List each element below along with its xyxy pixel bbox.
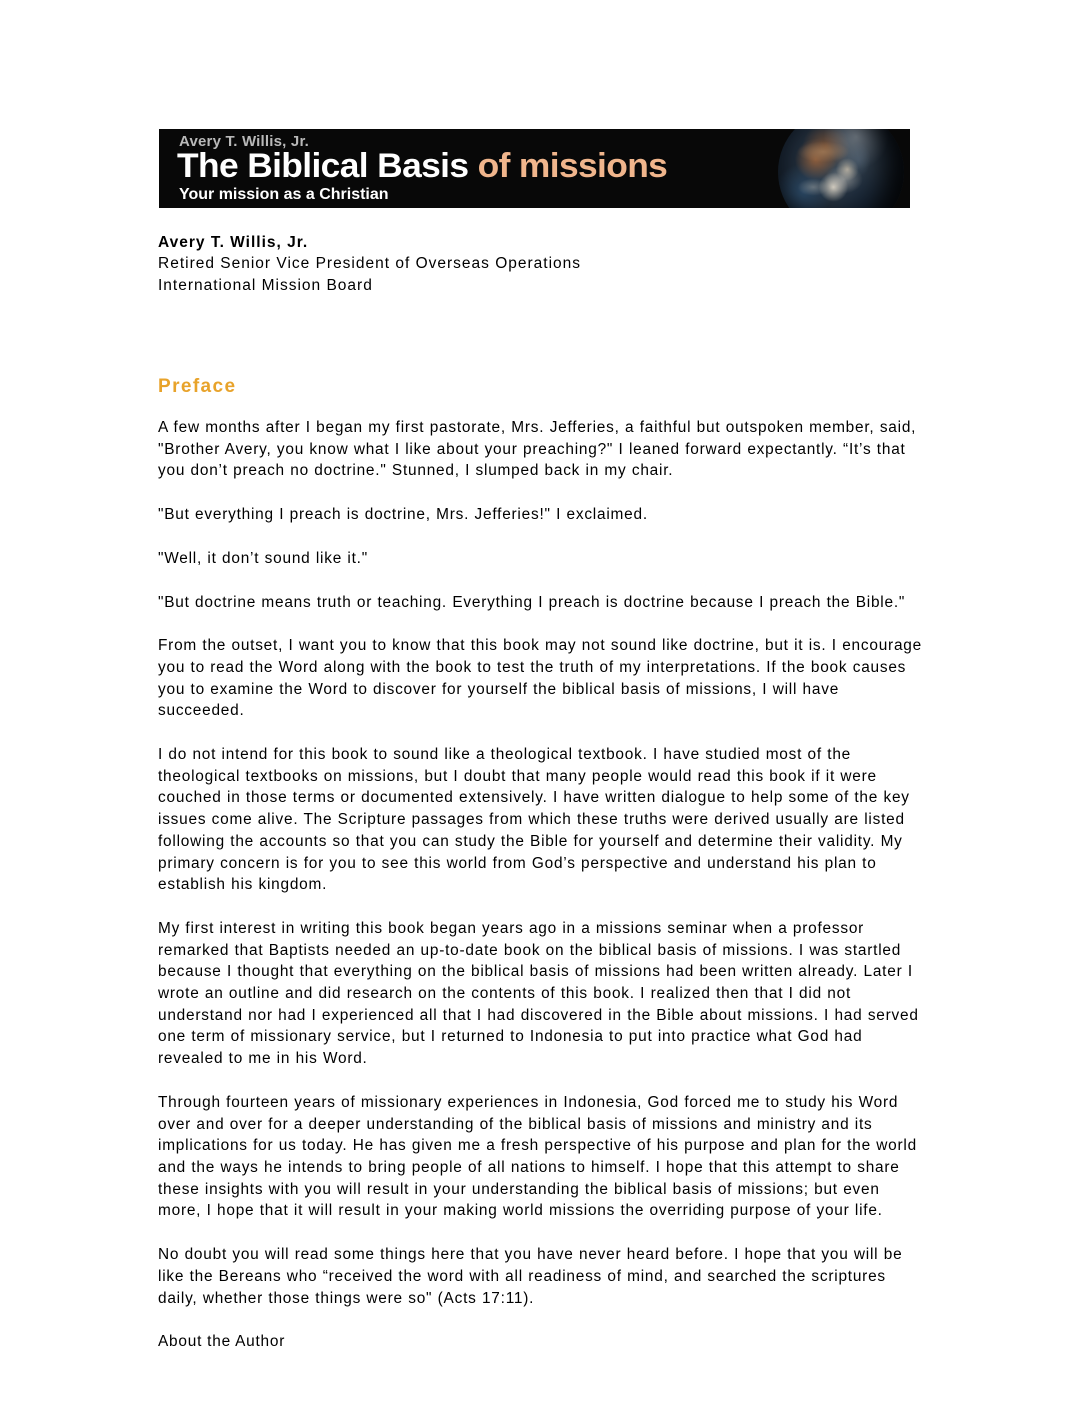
banner-title <box>177 149 667 183</box>
banner-title-white: The Biblical Basis <box>177 147 478 185</box>
banner-title-orange: of missions <box>477 147 668 185</box>
paragraph: No doubt you will read some things here that you have never heard before. I hope that you will be like the Bereans who “received the word with all readiness of mind, and searched the scriptures daily, whether those things were so" (Acts 17:11). <box>158 1246 903 1307</box>
author-organization: International Mission Board <box>158 276 373 294</box>
page-title: Preface <box>158 376 237 397</box>
paragraph: A few months after I began my first pastorate, Mrs. Jefferies, a faithful but outspoken member, said, "Brother Avery, you know what I like about your preaching?" I leaned forward expectantly. “It’s that you don’t preach no doctrine." Stunned, I slumped back in my chair. <box>158 419 917 480</box>
paragraph: From the outset, I want you to know that this book may not sound like doctrine, but it is. I encourage you to read the Word along with the book to test the truth of my interpretations. If the book causes you to examine the Word to discover for yourself the biblical basis of missions, I will have succeeded. <box>158 637 922 720</box>
paragraph: My first interest in writing this book began years ago in a missions seminar when a professor remarked that Baptists needed an up-to-date book on the biblical basis of missions. I was startled because I thought that everything on the biblical basis of missions had been written already. Later I wrote an outline and did research on the contents of this book. I realized then that I did not understand nor had I experienced all that I had discovered in the Bible about missions. I had served one term of missionary service, but I returned to Indonesia to put into practice what God had revealed to me in his Word. <box>158 919 919 1068</box>
paragraph: I do not intend for this book to sound like a theological textbook. I have studied most of the theological textbooks on missions, but I doubt that many people would read this book if it were couched in those terms or documented extensively. I have written dialogue to help some of the key issues come alive. The Scripture passages from which these truths were derived usually are listed following the accounts so that you can study the Bible for yourself and determine their validity. My primary concern is for you to see this world from God’s perspective and understand his plan to establish his kingdom. <box>158 746 910 894</box>
author-credit-block <box>158 232 922 296</box>
paragraph: Through fourteen years of missionary experiences in Indonesia, God forced me to study his Word over and over for a deeper understanding of the biblical basis of missions and ministry and its implications for us today. He has given me a fresh perspective of his purpose and plan for the world and the ways he intends to bring people of all nations to himself. I hope that this attempt to share these insights with you will result in your understanding the biblical basis of missions; but even more, I hope that it will result in your making world missions the overriding purpose of your life. <box>158 1093 917 1220</box>
paragraph: "Well, it don’t sound like it." <box>158 549 368 567</box>
preface-body <box>158 417 924 1353</box>
banner-tagline: Your mission as a Christian <box>179 186 389 203</box>
author-job-title: Retired Senior Vice President of Overseas Operations <box>158 255 582 272</box>
banner-text-group <box>179 129 779 208</box>
paragraph: "But doctrine means truth or teaching. Everything I preach is doctrine because I preach the Bible." <box>158 593 906 611</box>
page-content <box>158 232 922 1351</box>
about-the-author-link[interactable]: About the Author <box>158 1333 286 1351</box>
book-title-banner <box>159 129 910 208</box>
paragraph: "But everything I preach is doctrine, Mrs. Jefferies!" I exclaimed. <box>158 506 648 524</box>
banner-author-byline: Avery T. Willis, Jr. <box>179 133 310 150</box>
author-name: Avery T. Willis, Jr. <box>158 234 309 251</box>
earth-globe-icon <box>778 129 904 208</box>
